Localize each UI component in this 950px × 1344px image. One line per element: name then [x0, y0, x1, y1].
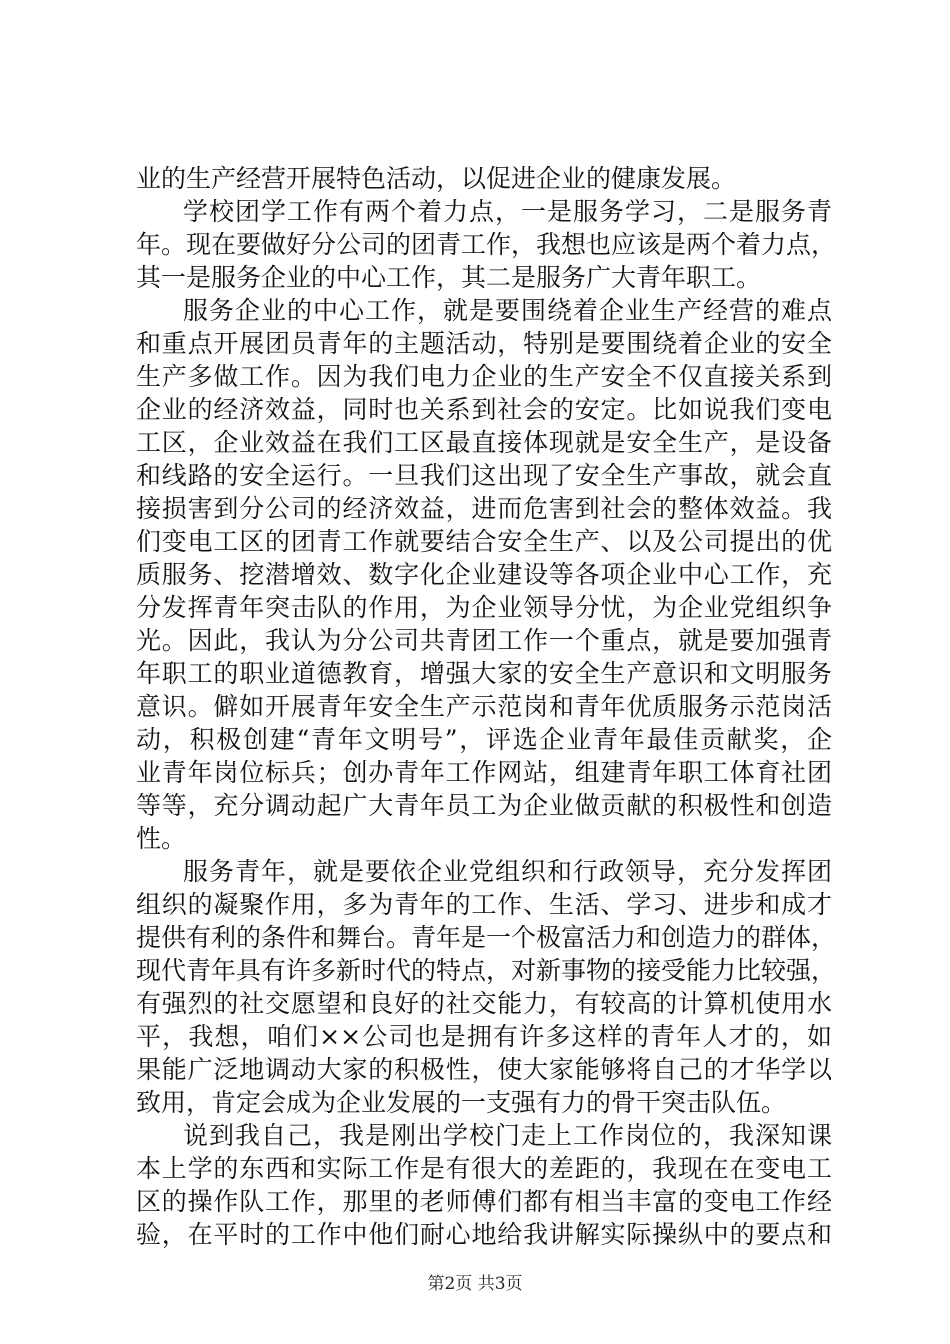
text-line: 光。因此，我认为分公司共青团工作一个重点，就是要加强青 [136, 626, 832, 655]
text-line: 致用，肯定会成为企业发展的一支强有力的骨干突击队伍。 [136, 1088, 787, 1117]
text-line: 有强烈的社交愿望和良好的社交能力，有较高的计算机使用水 [136, 989, 832, 1018]
text-line: 学校团学工作有两个着力点，一是服务学习，二是服务青 [183, 197, 832, 226]
text-line: 和线路的安全运行。一旦我们这出现了安全生产事故，就会直 [136, 461, 832, 490]
text-line: 服务企业的中心工作，就是要围绕着企业生产经营的难点 [183, 296, 832, 325]
paragraph-5 [136, 1119, 832, 1251]
document-body [136, 162, 837, 1251]
text-line: 质服务、挖潜增效、数字化企业建设等各项企业中心工作，充 [136, 560, 832, 589]
text-line: 们变电工区的团青工作就要结合安全生产、以及公司提出的优 [136, 527, 832, 556]
text-line: 工区，企业效益在我们工区最直接体现就是安全生产，是设备 [136, 428, 832, 457]
text-line: 性。 [136, 824, 187, 853]
text-line: 现代青年具有许多新时代的特点，对新事物的接受能力比较强， [136, 956, 837, 985]
text-line: 分发挥青年突击队的作用，为企业领导分忧，为企业党组织争 [136, 593, 832, 622]
text-line: 果能广泛地调动大家的积极性，使大家能够将自己的才华学以 [136, 1055, 832, 1084]
text-line: 说到我自己，我是刚出学校门走上工作岗位的，我深知课 [183, 1121, 832, 1150]
text-line: 年。现在要做好分公司的团青工作，我想也应该是两个着力点， [136, 230, 837, 259]
text-line: 动，积极创建“青年文明号”，评选企业青年最佳贡献奖，企 [136, 725, 832, 754]
text-line: 区的操作队工作，那里的老师傅们都有相当丰富的变电工作经 [136, 1187, 832, 1216]
text-line: 其一是服务企业的中心工作，其二是服务广大青年职工。 [136, 263, 762, 292]
paragraph-1 [136, 162, 832, 195]
text-line: 等等，充分调动起广大青年员工为企业做贡献的积极性和创造 [136, 791, 832, 820]
text-line: 组织的凝聚作用，多为青年的工作、生活、学习、进步和成才 [136, 890, 832, 919]
text-line: 接损害到分公司的经济效益，进而危害到社会的整体效益。我 [136, 494, 832, 523]
text-line: 生产多做工作。因为我们电力企业的生产安全不仅直接关系到 [136, 362, 832, 391]
text-line: 业青年岗位标兵；创办青年工作网站，组建青年职工体育社团 [136, 758, 832, 787]
text-line: 年职工的职业道德教育，增强大家的安全生产意识和文明服务 [136, 659, 832, 688]
text-line: 提供有利的条件和舞台。青年是一个极富活力和创造力的群体， [136, 923, 837, 952]
text-line: 业的生产经营开展特色活动，以促进企业的健康发展。 [136, 164, 737, 193]
text-line: 服务青年，就是要依企业党组织和行政领导，充分发挥团 [183, 857, 832, 886]
paragraph-4 [136, 855, 837, 1119]
text-line: 平，我想，咱们××公司也是拥有许多这样的青年人才的，如 [136, 1022, 832, 1051]
text-line: 本上学的东西和实际工作是有很大的差距的，我现在在变电工 [136, 1154, 832, 1183]
text-line: 意识。僻如开展青年安全生产示范岗和青年优质服务示范岗活 [136, 692, 832, 721]
paragraph-2 [136, 195, 837, 294]
page-number-footer: 第2页 共3页 [427, 1274, 523, 1294]
text-line: 和重点开展团员青年的主题活动，特别是要围绕着企业的安全 [136, 329, 832, 358]
paragraph-3 [136, 294, 832, 855]
text-line: 验，在平时的工作中他们耐心地给我讲解实际操纵中的要点和 [136, 1220, 832, 1249]
text-line: 企业的经济效益，同时也关系到社会的安定。比如说我们变电 [136, 395, 832, 424]
